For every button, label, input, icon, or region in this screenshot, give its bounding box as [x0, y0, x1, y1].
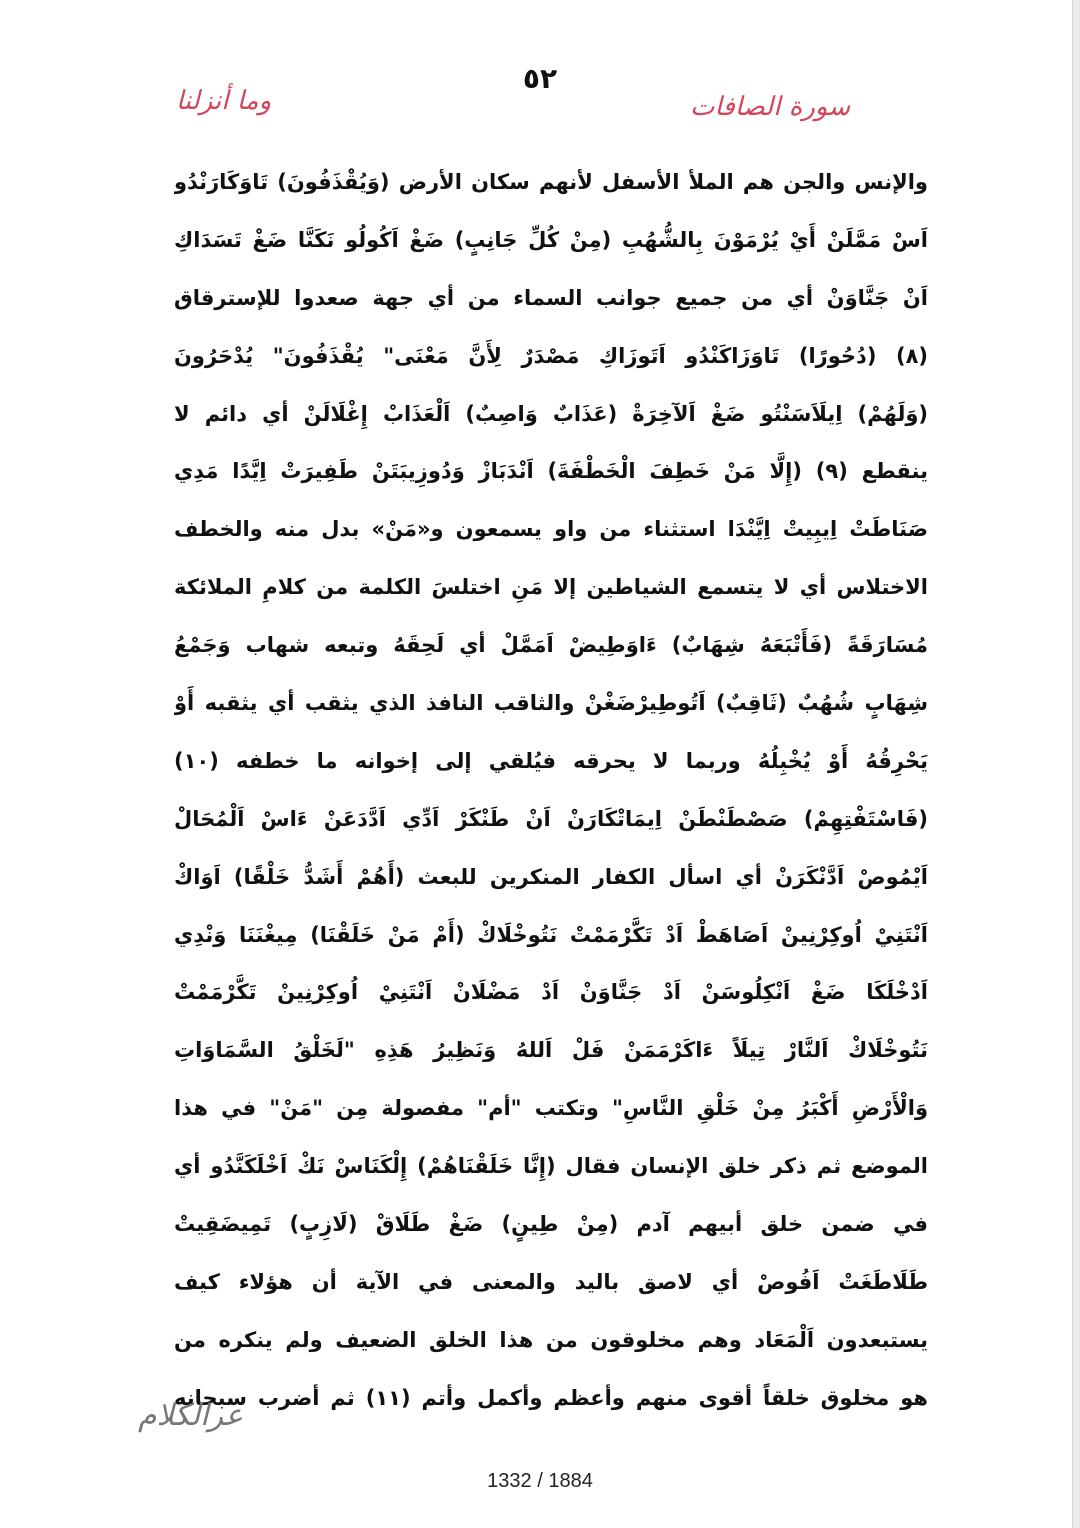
text-line: ينقطع (٩) (إِلَّا مَنْ خَطِفَ الْخَطْفَةَ) اَنْدَبَازْ وَدُوزِيبَتَنْ طَفِيرَتْ اِيَّدًا مَدِي [174, 459, 928, 484]
text-line: (وَلَهُمْ) اِيلَاَسَنْتُو ضَغْ اَلآخِرَةْ (عَذَابٌ وَاصِبٌ) اَلْعَذَابْ إِغْلَالَنْ أي دائم لا [174, 401, 928, 426]
text-line: طَلَاطَغَتْ اَفُوصْ أي لاصق باليد والمعنى في الآية أن هؤلاء كيف [174, 1269, 928, 1294]
body-text [174, 154, 928, 1428]
text-line: الموضع ثم ذكر خلق الإنسان فقال (إِنَّا خَلَقْنَاهُمْ) إِلْكَنَاسْ نَكْ اَخْلَكَنَّدُو أي [174, 1154, 928, 1179]
margin-note-bottom: عرالكلام [138, 1398, 243, 1433]
margin-note-right: سورة الصافات [690, 92, 851, 122]
text-line: اَيْمُوصْ اَدَّنْكَرَنْ أي اسأل الكفار المنكرين للبعث (أَهُمْ أَشَدُّ خَلْقًا) اَوَاكْ [174, 864, 928, 889]
text-line: اَدْخْلَكَا ضَغْ اَنْكِلُوسَنْ اَدْ جَنَّاوَنْ اَدْ مَضْلَانْ اَنْتَنِيْ اُوكِرْنِينْ تَكَّرْمَمْتْ [174, 980, 928, 1005]
text-line: يستبعدون اَلْمَعَاد وهم مخلوقون من هذا الخلق الضعيف ولم ينكره من [174, 1327, 928, 1352]
text-line: مُسَارَقَةً (فَأَتْبَعَهُ شِهَابٌ) ءَاوَطِيضْ اَمَمَّلْ أي لَحِقَهُ وتبعه شهاب وَجَمْعُ [174, 633, 928, 658]
text-line: شِهَابٍ شُهُبٌ (ثَاقِبٌ) اَتُوطِيرْضَغْنْ والثاقب النافذ الذي يثقب أي يثقبه أَوْ [174, 691, 928, 716]
text-line: اَنْ جَنَّاوَنْ أي من جميع جوانب السماء من أي جهة صعدوا للإسترقاق [174, 285, 928, 310]
text-line: في ضمن خلق أبيهم آدم (مِنْ طِينٍ) ضَغْ طَلَاقْ (لَازِبٍ) تَمِيضَقِيتْ [174, 1212, 928, 1237]
text-line: صَنَاطَتْ اِيبِيتْ اِيَّنْدَا استثناء من واو يسمعون و«مَنْ» بدل منه والخطف [174, 517, 928, 542]
margin-note-left: وما أنزلنا [176, 86, 272, 116]
text-line: اَسْ مَمَّلَنْ أَيْ يُرْمَوْنَ بِالشُّهُبِ (مِنْ كُلِّ جَانِبٍ) ضَغْ اَكُولُو نَكَنَّا ضَغْ تَسَدَاكِ [174, 227, 928, 252]
text-line: يَحْرِقُهُ أَوْ يُخْبِلُهُ وربما لا يحرقه فيُلقي إلى إخوانه ما خطفه (١٠) [174, 748, 928, 773]
text-line: (٨) (دُحُورًا) تَاوَزَاكَنْدُو اَتَوزَاكِ مَصْدَرٌ لِأَنَّ مَعْنَى" يُقْذَفُونَ" يُدْحَرُونَ [174, 343, 928, 368]
text-line: (فَاسْتَفْتِهِمْ) صَصْطَنْطَنْ اِيمَاتْكَارَنْ اَنْ طَنْكَرْ اَدِّي اَدَّدَعَنْ ءَاسْ اَلْمُحَالْ [174, 806, 928, 831]
text-line: وَالْأَرْضِ أَكْبَرُ مِنْ خَلْقِ النَّاسِ" وتكتب "أم" مفصولة مِن "مَنْ" في هذا [174, 1096, 928, 1121]
text-line: اَنْتَنِيْ اُوكِرْنِينْ اَصَاهَطْ اَدْ تَكَّرْمَمْتْ نَتُوخْلَاكْ (أَمْ مَنْ خَلَقْنَا) مِيغْنَنَا وَنْدِي [174, 922, 928, 947]
page-counter: 1332 / 1884 [487, 1470, 593, 1492]
page-number: ٥٢ [522, 62, 558, 95]
page-edge [1072, 0, 1080, 1528]
text-line: والإنس والجن هم الملأ الأسفل لأنهم سكان الأرض (وَيُقْذَفُونَ) تَاوَكَارَنْدُو [174, 170, 928, 194]
text-line: الاختلاس أي لا يتسمع الشياطين إلا مَنِ اختلسَ الكلمة من كلامِ الملائكة [174, 575, 928, 600]
text-line: هو مخلوق خلقاً أقوى منهم وأعظم وأكمل وأتم (١١) ثم أضرب سبحانه [174, 1385, 928, 1410]
text-line: نَتُوخْلَاكْ اَلنَّارْ تِيلَاً ءَاكَرْمَمَنْ فَلْ اَللهُ وَنَظِيرُ هَذِهِ "لَخَلْقُ السَّمَاوَاتِ [174, 1038, 928, 1063]
